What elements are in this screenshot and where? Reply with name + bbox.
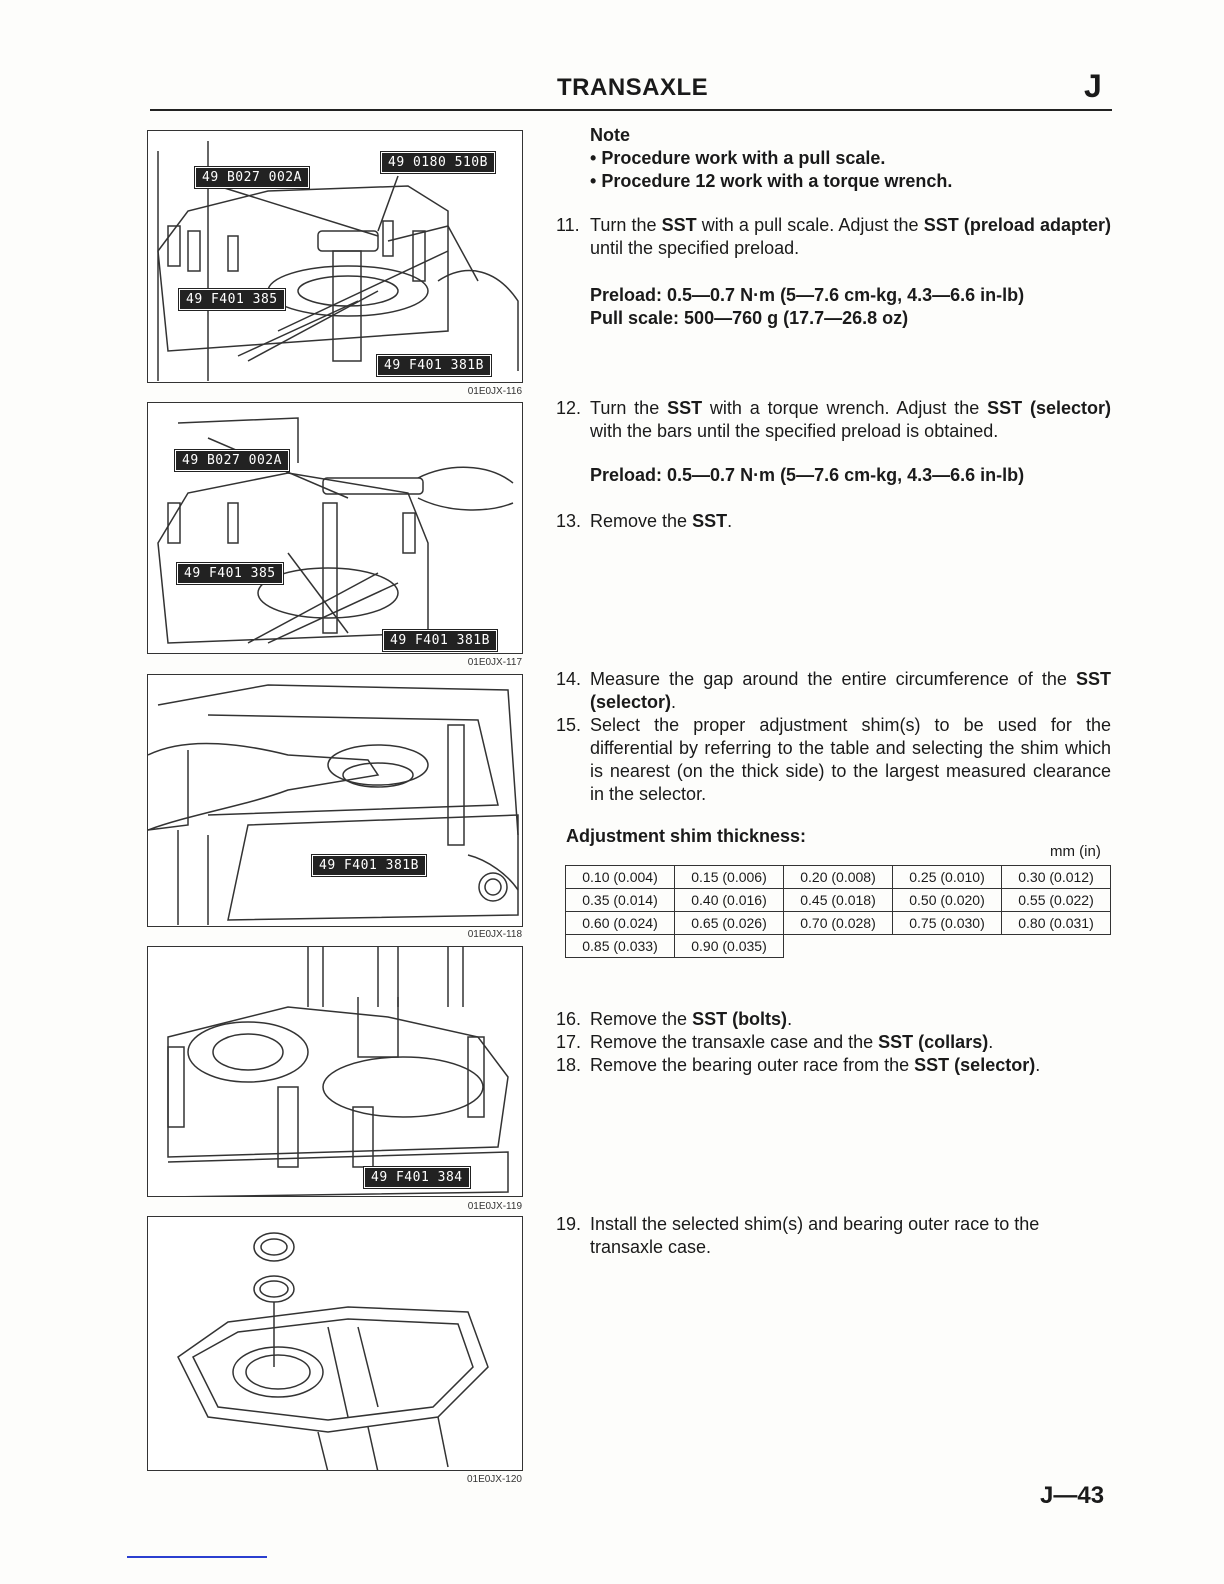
figure-2-code: 01E0JX-117 <box>467 657 522 668</box>
shim-table-title: Adjustment shim thickness: <box>566 826 807 846</box>
table-cell: 0.80 (0.031) <box>1002 912 1111 935</box>
step-11-pull-scale-spec: Pull scale: 500—760 g (17.7—26.8 oz) <box>590 308 909 328</box>
step-14: 14. Measure the gap around the entire circumference of the SST (selector). <box>556 669 1111 712</box>
table-cell: 0.15 (0.006) <box>675 866 784 889</box>
table-cell: 0.85 (0.033) <box>566 935 675 958</box>
figure-4-code: 01E0JX-119 <box>467 1201 522 1212</box>
tool-tag-49F401385-2: 49 F401 385 <box>177 563 283 584</box>
table-row <box>566 889 1111 912</box>
figure-5-code: 01E0JX-120 <box>466 1474 522 1485</box>
table-cell: 0.40 (0.016) <box>675 889 784 912</box>
figure-2 <box>147 402 523 654</box>
table-cell: 0.30 (0.012) <box>1002 866 1111 889</box>
figure-3 <box>147 674 523 927</box>
note-item-1: • Procedure work with a pull scale. <box>590 148 886 168</box>
shim-table <box>565 865 1111 958</box>
note-item-2: • Procedure 12 work with a torque wrench. <box>590 171 953 191</box>
tool-tag-49F401381B-3: 49 F401 381B <box>312 855 426 876</box>
step-11-preload-spec: Preload: 0.5—0.7 N·m (5—7.6 cm-kg, 4.3—6.6 in-lb) <box>590 285 1025 305</box>
step-18: 18. Remove the bearing outer race from the SST (selector). <box>556 1055 1041 1075</box>
figure-1-code: 01E0JX-116 <box>467 386 522 397</box>
table-cell-empty <box>784 935 893 958</box>
table-cell: 0.70 (0.028) <box>784 912 893 935</box>
page-title: TRANSAXLE <box>557 74 709 101</box>
step-16: 16. Remove the SST (bolts). <box>556 1009 793 1029</box>
table-cell: 0.65 (0.026) <box>675 912 784 935</box>
table-cell: 0.90 (0.035) <box>675 935 784 958</box>
section-letter: J <box>1084 68 1102 104</box>
table-cell-empty <box>1002 935 1111 958</box>
figure-1 <box>147 130 523 383</box>
table-cell: 0.55 (0.022) <box>1002 889 1111 912</box>
table-cell: 0.35 (0.014) <box>566 889 675 912</box>
tool-tag-49F401385: 49 F401 385 <box>179 289 285 310</box>
table-cell: 0.50 (0.020) <box>893 889 1002 912</box>
tool-tag-49B027002A-2: 49 B027 002A <box>175 450 289 471</box>
tool-tag-490180510B: 49 0180 510B <box>381 152 495 173</box>
page-number: J—43 <box>1040 1482 1105 1509</box>
table-cell: 0.45 (0.018) <box>784 889 893 912</box>
step-11: 11. Turn the SST with a pull scale. Adjust the SST (preload adapter) until the specified preload. <box>556 215 1112 258</box>
header-rule <box>150 109 1112 111</box>
note-heading: Note <box>590 125 630 145</box>
figure-5-illustration <box>148 1217 523 1471</box>
table-row <box>566 912 1111 935</box>
figure-5 <box>147 1216 523 1471</box>
tool-tag-49F401384: 49 F401 384 <box>364 1167 470 1188</box>
step-13: 13. Remove the SST. <box>556 511 733 531</box>
footer-link-underline <box>127 1556 267 1558</box>
figure-4-illustration <box>148 947 523 1197</box>
figure-4 <box>147 946 523 1197</box>
table-row <box>566 866 1111 889</box>
table-cell: 0.10 (0.004) <box>566 866 675 889</box>
step-17: 17. Remove the transaxle case and the SST (collars). <box>556 1032 994 1052</box>
shim-table-unit: mm (in) <box>1050 843 1101 860</box>
step-15: 15. Select the proper adjustment shim(s) to be used for the differential by referring to the table and selecting the shim which is nearest (on the thick side) to the largest measured clearance in the selector. <box>556 715 1111 804</box>
figure-3-code: 01E0JX-118 <box>467 929 522 940</box>
table-cell: 0.25 (0.010) <box>893 866 1002 889</box>
step-12: 12. Turn the SST with a torque wrench. Adjust the SST (selector) with the bars until the specified preload is obtained. <box>556 398 1111 441</box>
figure-2-illustration <box>148 403 523 654</box>
step-19: 19. Install the selected shim(s) and bearing outer race to the transaxle case. <box>556 1214 1040 1257</box>
tool-tag-49F401381B: 49 F401 381B <box>377 355 491 376</box>
table-cell: 0.60 (0.024) <box>566 912 675 935</box>
table-cell: 0.75 (0.030) <box>893 912 1002 935</box>
tool-tag-49B027002A: 49 B027 002A <box>195 167 309 188</box>
table-cell: 0.20 (0.008) <box>784 866 893 889</box>
step-12-preload-spec: Preload: 0.5—0.7 N·m (5—7.6 cm-kg, 4.3—6.6 in-lb) <box>590 465 1025 485</box>
table-row <box>566 935 1111 958</box>
tool-tag-49F401381B-2: 49 F401 381B <box>383 630 497 651</box>
table-cell-empty <box>893 935 1002 958</box>
figure-3-illustration <box>148 675 523 927</box>
